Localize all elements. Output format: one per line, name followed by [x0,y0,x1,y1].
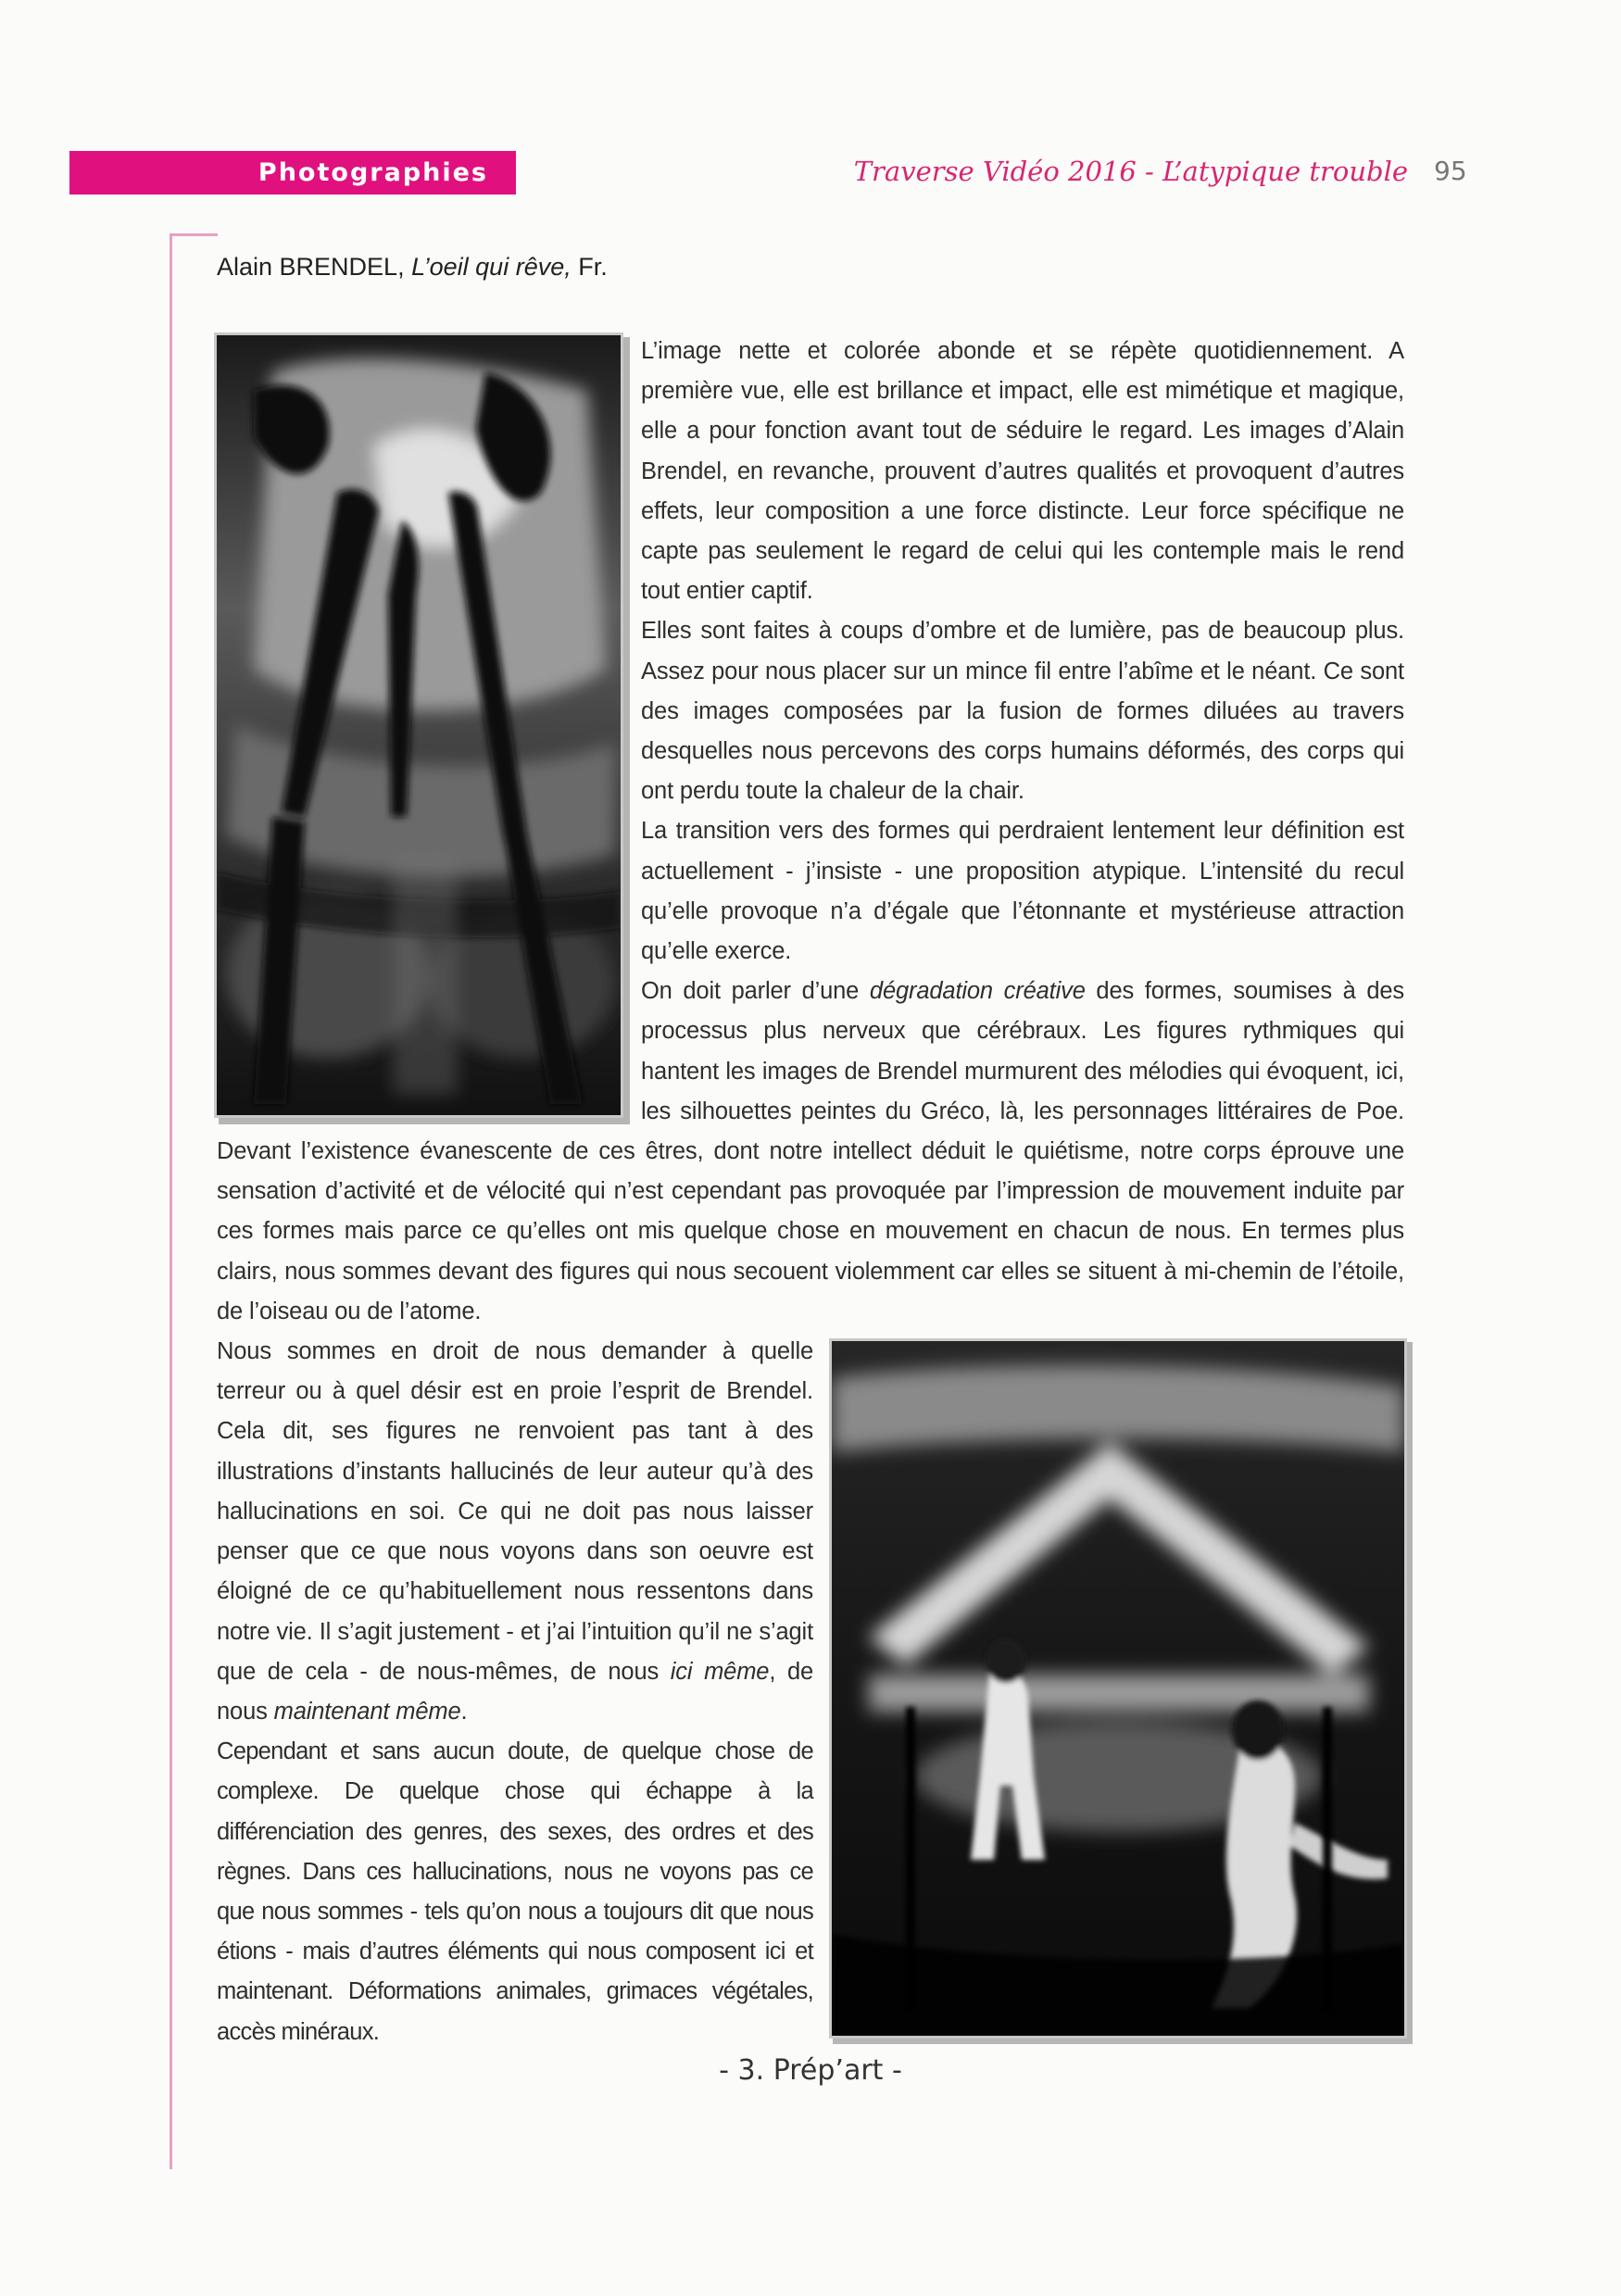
running-title: Traverse Vidéo 2016 - L’atypique trouble [853,156,1408,187]
frame-line-top [170,233,218,236]
paragraph-2: Elles sont faites à coups d’ombre et de lumière, pas de beaucoup plus. Assez pour nous placer sur un mince fil entre l’abîme et le néant. Ce sont des images composées par la fusion de formes diluées au travers desquelles nous percevons des corps humains déformés, des corps qui ont perdu toute la chaleur de la chair. [641,618,1404,805]
frame-line-left [170,233,172,2169]
paragraph-4-italic: dégradation créative [869,978,1086,1005]
byline [217,248,1404,285]
byline-author: Alain BRENDEL, [217,253,405,281]
paragraph-6: Cependant et sans aucun doute, de quelque chose de complexe. De quelque chose qui échappe à la différenciation des genres, des sexes, des ordres et des règnes. Dans ces hallucinations, nous ne voyons pas ce que nous sommes - tels qu’on nous a toujours dit que nous étions - mais d’autres éléments qui nous composent ici et maintenant. Déformations animales, grimaces végétales, accès minéraux. [217,1738,813,2045]
footer-label: - 3. Prép’art - [719,2054,902,2087]
byline-title: L’oeil qui rêve, [411,253,572,281]
paragraph-5-italic-1: ici même [670,1658,770,1685]
byline-country: Fr. [578,253,608,281]
paragraph-1: L’image nette et colorée abonde et se répète quotidiennement. A première vue, elle est brillance et impact, elle est mimétique et magique, elle a pour fonction avant tout de séduire le regard. Les images d’Alain Brendel, en revanche, prouvent d’autres qualités et provoquent d’autres effets, leur composition a une force distincte. Leur force spécifique ne capte pas seulement le regard de celui qui les contemple mais le rend tout entier captif. [641,338,1404,605]
paragraph-5-end: . [460,1698,468,1725]
paragraph-3: La transition vers des formes qui perdraient lentement leur définition est actuellement - j’insiste - une proposition atypique. L’intensité du recul qu’elle provoque n’a d’égale que l’étonnante et mystérieuse attraction qu’elle exerce. [641,818,1404,965]
body-text [217,332,1404,2052]
paragraph-5-part-1: Nous sommes en droit de nous demander à quelle terreur ou à quel désir est en proie l’esprit de Brendel. Cela dit, ses figures ne renvoient pas tant à des illustrations d’instants hallucinés de leur auteur qu’à des hallucinations en soi. Ce qui ne doit pas nous laisser penser que ce que nous voyons dans son oeuvre est éloigné de ce qu’habituellement nous ressentons dans notre vie. Il s’agit justement - et j’ai l’intuition qu’il ne s’agit que de cela - de nous-mêmes, de nous [217,1338,813,1685]
paragraph-5-part-2: , de nous [217,1658,814,1725]
photo-figures-bw [217,335,621,1115]
paragraph-4-part-1: On doit parler d’une [641,978,860,1005]
photo-nude-figures-bw [832,1341,1404,2036]
section-tab: Photographies [69,151,516,194]
page-number: 95 [1434,156,1467,186]
paragraph-4-part-2: des formes, soumises à des processus plus nerveux que cérébraux. Les figures rythmiques qui hantent les images de Brendel murmurent des mélodies qui évoquent, ici, les silhouettes peintes du Gréco, là, les personnages littéraires de Poe. Devant l’existence évanescente de ces êtres, dont notre intellect déduit le quiétisme, notre corps éprouve une sensation d’activité et de vélocité qui n’est cependant pas provoquée par l’impression de mouvement induite par ces formes mais parce ce qu’elles ont mis quelque chose en mouvement en chacun de nous. En termes plus clairs, nous sommes devant des figures qui nous secouent violemment car elles se situent à mi-chemin de l’étoile, de l’oiseau ou de l’atome. [217,978,1404,1324]
article [217,248,1404,2052]
paragraph-5-italic-2: maintenant même [273,1698,461,1725]
